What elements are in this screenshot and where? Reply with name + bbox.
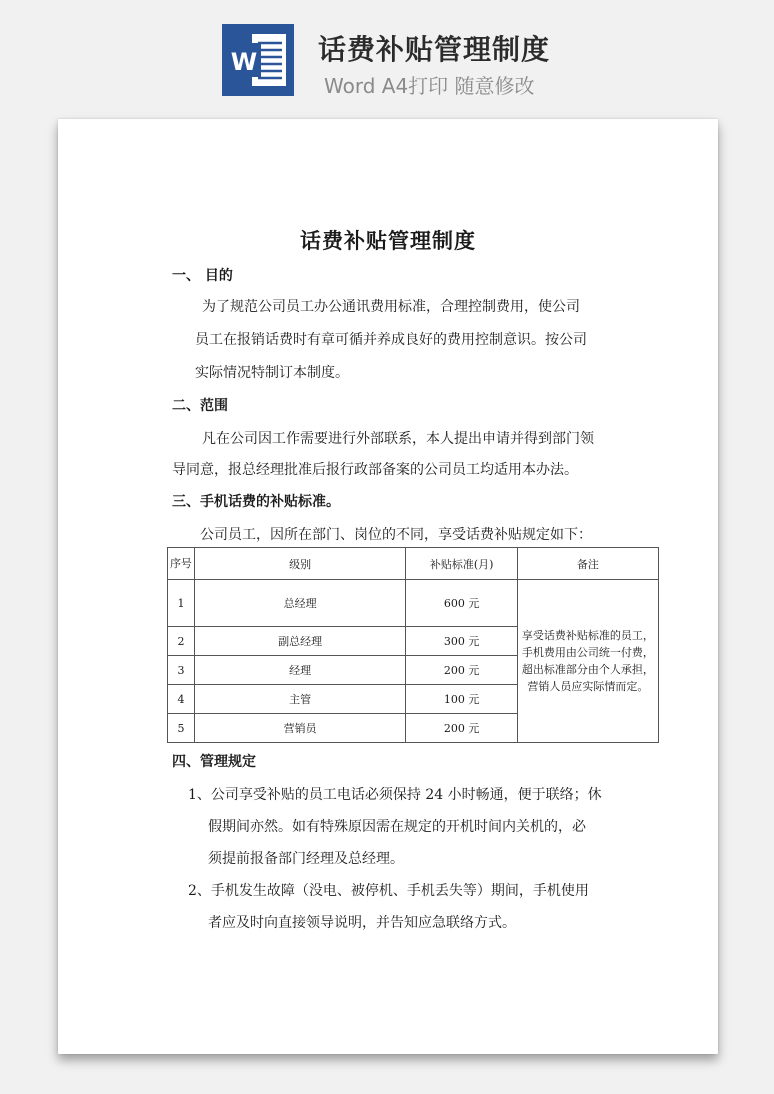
document-page bbox=[58, 119, 718, 1054]
rule-line: 者应及时向直接领导说明，并告知应急联络方式。 bbox=[208, 915, 516, 931]
table-row bbox=[168, 580, 659, 627]
table-intro: 公司员工，因所在部门、岗位的不同，享受话费补贴规定如下： bbox=[200, 527, 592, 543]
header-cell-note: 备注 bbox=[517, 548, 658, 580]
row-amount: 600 元 bbox=[406, 580, 517, 627]
row-amount: 300 元 bbox=[406, 627, 517, 656]
row-no: 3 bbox=[168, 656, 195, 685]
section-heading-rules: 四、管理规定 bbox=[172, 754, 256, 770]
banner-subtitle: Word A4打印 随意修改 bbox=[324, 74, 535, 98]
header-cell-amount: 补贴标准(月) bbox=[406, 548, 517, 580]
word-document-icon bbox=[222, 24, 294, 96]
row-level: 营销员 bbox=[194, 714, 406, 743]
note-cell bbox=[517, 580, 658, 743]
banner bbox=[0, 0, 774, 110]
header-cell-no: 序号 bbox=[168, 548, 195, 580]
header-cell-level: 级别 bbox=[194, 548, 406, 580]
paragraph-line: 员工在报销话费时有章可循并养成良好的费用控制意识。按公司 bbox=[195, 332, 587, 348]
section-heading-standard: 三、手机话费的补贴标准。 bbox=[172, 494, 340, 510]
section-heading-scope: 二、范围 bbox=[172, 398, 228, 414]
row-no: 4 bbox=[168, 685, 195, 714]
row-no: 5 bbox=[168, 714, 195, 743]
paragraph-line: 为了规范公司员工办公通讯费用标准，合理控制费用，使公司 bbox=[202, 299, 580, 315]
rule-line: 须提前报备部门经理及总经理。 bbox=[208, 851, 404, 867]
table-header-row bbox=[168, 548, 659, 580]
row-no: 1 bbox=[168, 580, 195, 627]
note-line: 手机费用由公司统一付费， bbox=[521, 646, 654, 659]
note-line: 超出标准部分由个人承担， bbox=[521, 663, 654, 676]
banner-title: 话费补贴管理制度 bbox=[318, 33, 551, 66]
word-icon-letter: W bbox=[230, 48, 258, 76]
row-level: 副总经理 bbox=[194, 627, 406, 656]
rule-line: 1、公司享受补贴的员工电话必须保持 24 小时畅通，便于联络；休 bbox=[188, 787, 602, 803]
rule-line: 假期间亦然。如有特殊原因需在规定的开机时间内关机的，必 bbox=[208, 819, 586, 835]
rule-line: 2、手机发生故障（没电、被停机、手机丢失等）期间，手机使用 bbox=[188, 883, 589, 899]
row-amount: 100 元 bbox=[406, 685, 517, 714]
row-amount: 200 元 bbox=[406, 714, 517, 743]
document-title: 话费补贴管理制度 bbox=[300, 228, 476, 253]
note-line: 营销人员应实际情而定。 bbox=[527, 680, 649, 693]
row-level: 总经理 bbox=[194, 580, 406, 627]
subsidy-table bbox=[167, 547, 659, 743]
row-amount: 200 元 bbox=[406, 656, 517, 685]
paragraph-line: 导同意，报总经理批准后报行政部备案的公司员工均适用本办法。 bbox=[172, 462, 578, 478]
paragraph-line: 实际情况特制订本制度。 bbox=[195, 365, 349, 381]
row-level: 主管 bbox=[194, 685, 406, 714]
note-line: 享受话费补贴标准的员工， bbox=[521, 629, 654, 642]
row-level: 经理 bbox=[194, 656, 406, 685]
row-no: 2 bbox=[168, 627, 195, 656]
paragraph-line: 凡在公司因工作需要进行外部联系，本人提出申请并得到部门领 bbox=[202, 431, 594, 447]
section-heading-purpose: 一、 目的 bbox=[172, 268, 233, 284]
